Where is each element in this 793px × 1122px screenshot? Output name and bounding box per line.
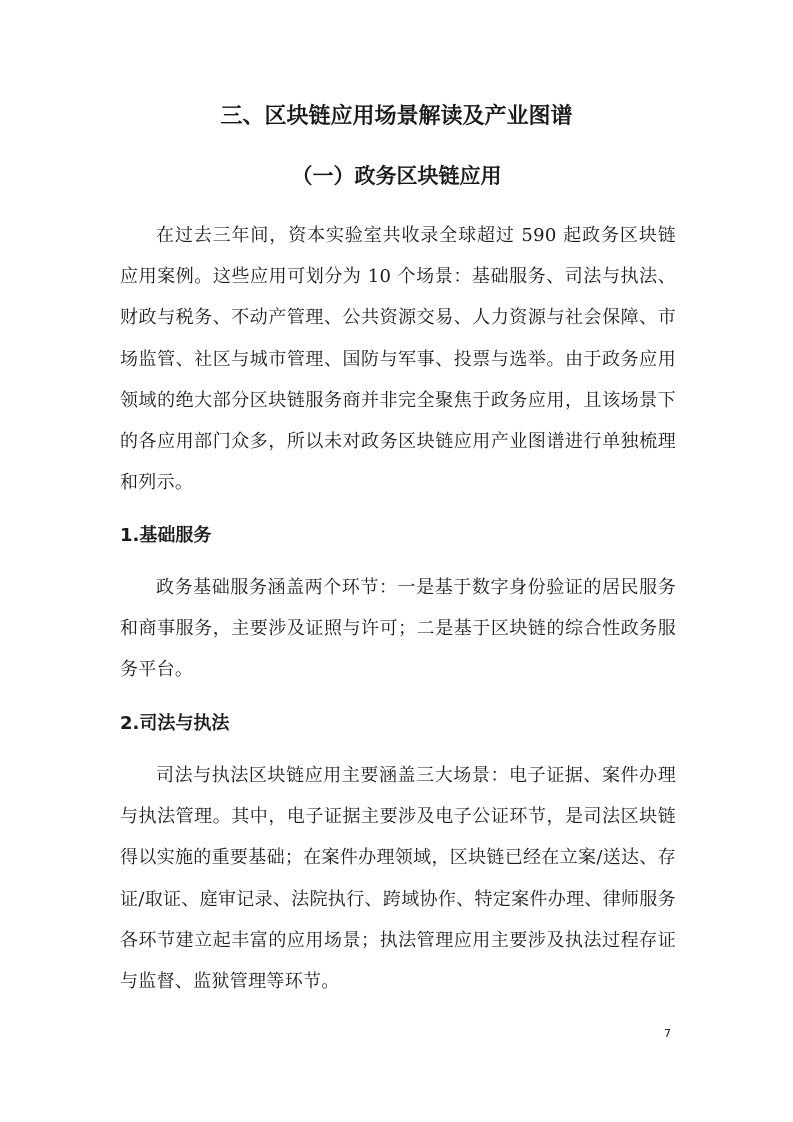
page-number: 7 — [664, 1027, 671, 1040]
basic-services-paragraph: 政务基础服务涵盖两个环节：一是基于数字身份验证的居民服务和商事服务，主要涉及证照与许可；二是基于区块链的综合性政务服务平台。 — [120, 577, 676, 681]
justice-paragraph: 司法与执法区块链应用主要涵盖三大场景：电子证据、案件办理与执法管理。其中，电子证据主要涉及电子公证环节，是司法区块链得以实施的重要基础；在案件办理领域，区块链已经在立案/送达、存证/取证、庭审记录、法院执行、跨域协作、特定案件办理、律师服务各环节建立起丰富的应用场景；执法管理应用主要涉及执法过程存证与监督、监狱管理等环节。 — [120, 765, 676, 993]
subsection-heading-basic-services: 1.基础服务 — [120, 525, 212, 546]
section-title: （一）政务区块链应用 — [291, 164, 502, 188]
chapter-title: 三、区块链应用场景解读及产业图谱 — [220, 104, 573, 129]
subsection-heading-justice: 2.司法与执法 — [120, 713, 230, 734]
intro-paragraph: 在过去三年间，资本实验室共收录全球超过 590 起政务区块链应用案例。这些应用可划分为 10 个场景：基础服务、司法与执法、财政与税务、不动产管理、公共资源交易、人力资源与社会保障、市场监管、社区与城市管理、国防与军事、投票与选举。由于政务应用领域的绝大部分区块链服务商并非完全聚焦于政务应用，且该场景下的各应用部门众多，所以未对政务区块链应用产业图谱进行单独梳理和列示。 — [120, 225, 676, 494]
